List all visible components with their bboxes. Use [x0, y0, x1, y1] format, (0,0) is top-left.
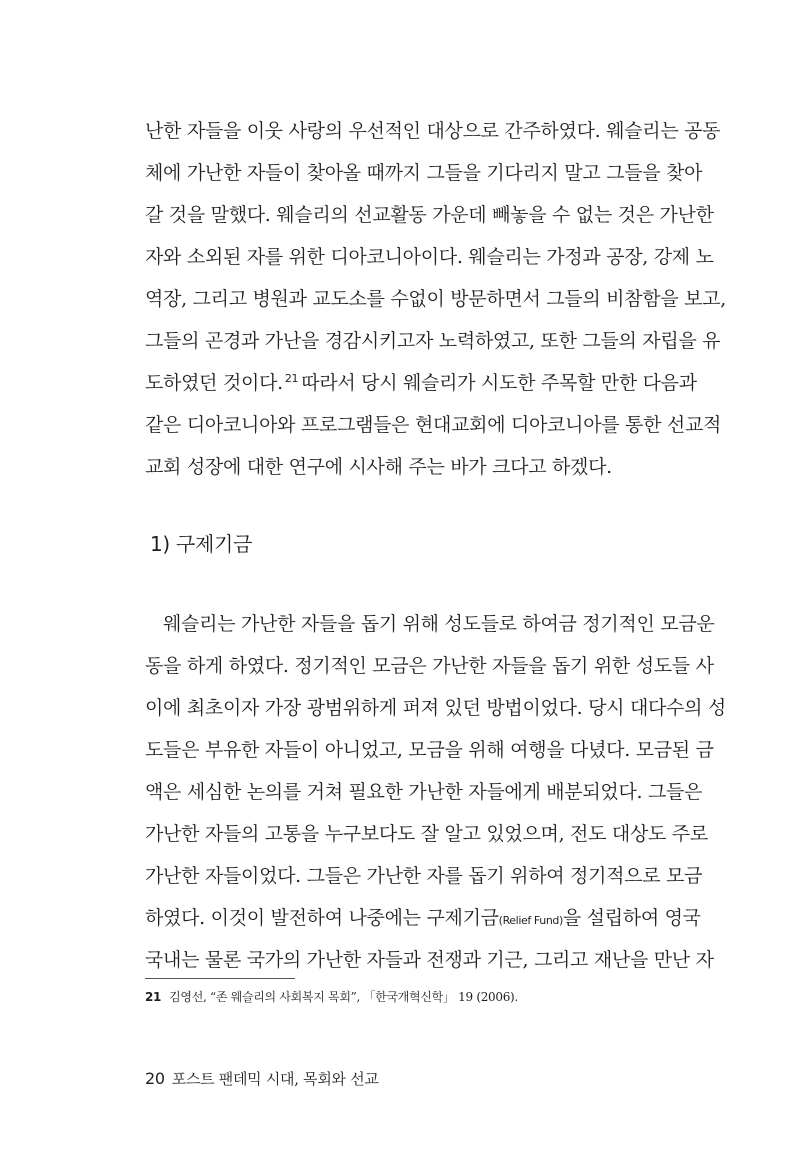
paragraph-line: 동을 하게 하였다. 정기적인 모금은 가난한 자들을 돕기 위한 성도들 사	[145, 655, 714, 677]
paragraph-line: 갈 것을 말했다. 웨슬리의 선교활동 가운데 빼놓을 수 없는 것은 가난한	[145, 204, 714, 226]
line-text: 도하였던 것이다.	[145, 372, 283, 394]
paragraph-line	[145, 370, 697, 396]
paragraph-line	[145, 905, 701, 934]
paragraph-line: 교회 성장에 대한 연구에 시사해 주는 바가 크다고 하겠다.	[145, 456, 612, 478]
section-heading: 1) 구제기금	[150, 532, 253, 556]
footnote-reference[interactable]: 21	[284, 372, 299, 385]
paragraph-line: 가난한 자들의 고통을 누구보다도 잘 알고 있었으며, 전도 대상도 주로	[145, 823, 708, 845]
relief-fund-annotation: (Relief Fund)	[498, 914, 563, 927]
paragraph-line: 자와 소외된 자를 위한 디아코니아이다. 웨슬리는 가정과 공장, 강제 노	[145, 246, 714, 268]
paragraph-line: 난한 자들을 이웃 사랑의 우선적인 대상으로 간주하였다. 웨슬리는 공동	[145, 120, 721, 142]
line-text: 하였다. 이것이 발전하여 나중에는 구제기금	[145, 907, 499, 929]
footnote	[145, 988, 518, 1006]
footnote-number: 21	[145, 990, 162, 1004]
line-text: 을 설립하여 영국	[562, 907, 701, 929]
paragraph-line: 이에 최초이자 가장 광범위하게 퍼져 있던 방법이었다. 당시 대다수의 성	[145, 697, 726, 719]
book-title: 포스트 팬데믹 시대, 목회와 선교	[171, 1070, 379, 1088]
paragraph-line: 같은 디아코니아와 프로그램들은 현대교회에 디아코니아를 통한 선교적	[145, 414, 722, 436]
paragraph-line: 가난한 자들이었다. 그들은 가난한 자를 돕기 위하여 정기적으로 모금	[145, 865, 703, 887]
footnote-divider	[145, 978, 295, 979]
page-number: 20	[145, 1069, 165, 1088]
page-footer	[145, 1069, 379, 1089]
paragraph-line: 도들은 부유한 자들이 아니었고, 모금을 위해 여행을 다녔다. 모금된 금	[145, 739, 714, 761]
footnote-text: 김영선, “존 웨슬리의 사회복지 목회”, 「한국개혁신학」 19 (2006).	[169, 990, 518, 1004]
line-text: 따라서 당시 웨슬리가 시도한 주목할 만한 다음과	[301, 372, 697, 394]
paragraph-line: 액은 세심한 논의를 거쳐 필요한 가난한 자들에게 배분되었다. 그들은	[145, 781, 703, 803]
paragraph-line: 역장, 그리고 병원과 교도소를 수없이 방문하면서 그들의 비참함을 보고,	[145, 288, 726, 310]
paragraph-line: 국내는 물론 국가의 가난한 자들과 전쟁과 기근, 그리고 재난을 만난 자	[145, 949, 714, 971]
paragraph-line: 그들의 곤경과 가난을 경감시키고자 노력하였고, 또한 그들의 자립을 유	[145, 330, 721, 352]
paragraph-line: 체에 가난한 자들이 찾아올 때까지 그들을 기다리지 말고 그들을 찾아	[145, 162, 703, 184]
paragraph-line: 웨슬리는 가난한 자들을 돕기 위해 성도들로 하여금 정기적인 모금운	[163, 613, 715, 635]
